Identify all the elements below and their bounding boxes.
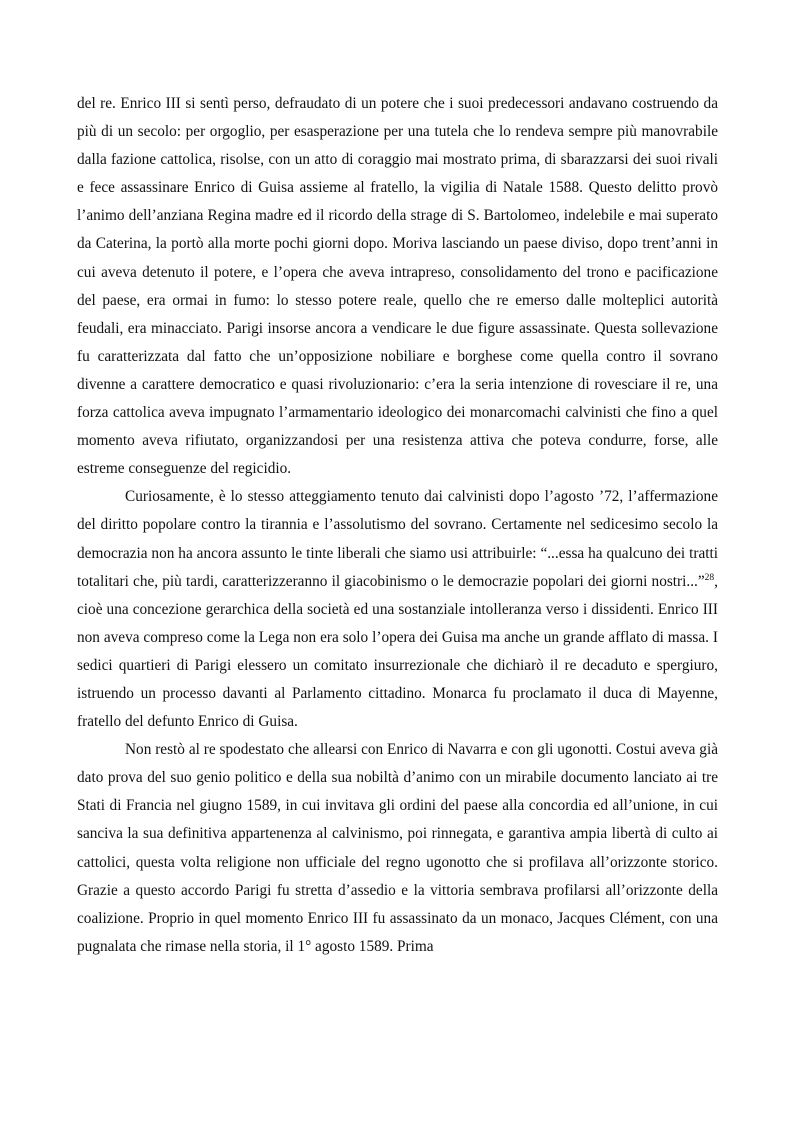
document-page xyxy=(77,90,718,961)
paragraph-2-text-after: , cioè una concezione gerarchica della società ed una sostanziale intolleranza verso i dissidenti. Enrico III non aveva compreso come la Lega non era solo l’opera dei Guisa ma anche un grande afflato di massa. I sedici quartieri di Parigi elessero un comitato insurrezionale che dichiarò il re decaduto e spergiuro, istruendo un processo davanti al Parlamento cittadino. Monarca fu proclamato il duca di Mayenne, fratello del defunto Enrico di Guisa. xyxy=(77,572,718,731)
paragraph-3 xyxy=(77,736,718,961)
footnote-marker: 28 xyxy=(704,572,715,583)
paragraph-1-text: del re. Enrico III si sentì perso, defraudato di un potere che i suoi predecessori andavano costruendo da più di un secolo: per orgoglio, per esasperazione per una tutela che lo rendeva sempre più manovrabile dalla fazione cattolica, risolse, con un atto di coraggio mai mostrato prima, di sbarazzarsi dei suoi rivali e fece assassinare Enrico di Guisa assieme al fratello, la vigilia di Natale 1588. Questo delitto provò l’animo dell’anziana Regina madre ed il ricordo della strage di S. Bartolomeo, indelebile e mai superato da Caterina, la portò alla morte pochi giorni dopo. Moriva lasciando un paese diviso, dopo trent’anni in cui aveva detenuto il potere, e l’opera che aveva intrapreso, consolidamento del trono e pacificazione del paese, era ormai in fumo: lo stesso potere reale, quello che re emerso dalle molteplici autorità feudali, era minacciato. Parigi insorse ancora a vendicare le due figure assassinate. Questa sollevazione fu caratterizzata dal fatto che un’opposizione nobiliare e borghese come quella contro il sovrano divenne a carattere democratico e quasi rivoluzionario: c’era la seria intenzione di rovesciare il re, una forza cattolica aveva impugnato l’armamentario ideologico dei monarcomachi calvinisti che fino a quel momento aveva rifiutato, organizzandosi per una resistenza attiva che poteva condurre, forse, alle estreme conseguenze del regicidio. xyxy=(77,95,718,478)
paragraph-2-text-before: Curiosamente, è lo stesso atteggiamento tenuto dai calvinisti dopo l’agosto ’72, l’affermazione del diritto popolare contro la tirannia e l’assolutismo del sovrano. Certamente nel sedicesimo secolo la democrazia non ha ancora assunto le tinte liberali che siamo usi attribuirle: “...essa ha qualcuno dei tratti totalitari che, più tardi, caratterizzeranno il giacobinismo o le democrazie popolari dei giorni nostri...” xyxy=(77,488,718,590)
paragraph-2 xyxy=(77,483,718,736)
paragraph-1 xyxy=(77,90,718,483)
paragraph-3-text: Non restò al re spodestato che allearsi con Enrico di Navarra e con gli ugonotti. Costui aveva già dato prova del suo genio politico e della sua nobiltà d’animo con un mirabile documento lanciato ai tre Stati di Francia nel giugno 1589, in cui invitava gli ordini del paese alla concordia ed all’unione, in cui sanciva la sua definitiva appartenenza al calvinismo, poi rinnegata, e garantiva ampia libertà di culto ai cattolici, questa volta religione non ufficiale del regno ugonotto che si profilava all’orizzonte storico. Grazie a questo accordo Parigi fu stretta d’assedio e la vittoria sembrava profilarsi all’orizzonte della coalizione. Proprio in quel momento Enrico III fu assassinato da un monaco, Jacques Clément, con una pugnalata che rimase nella storia, il 1° agosto 1589. Prima xyxy=(77,741,718,955)
